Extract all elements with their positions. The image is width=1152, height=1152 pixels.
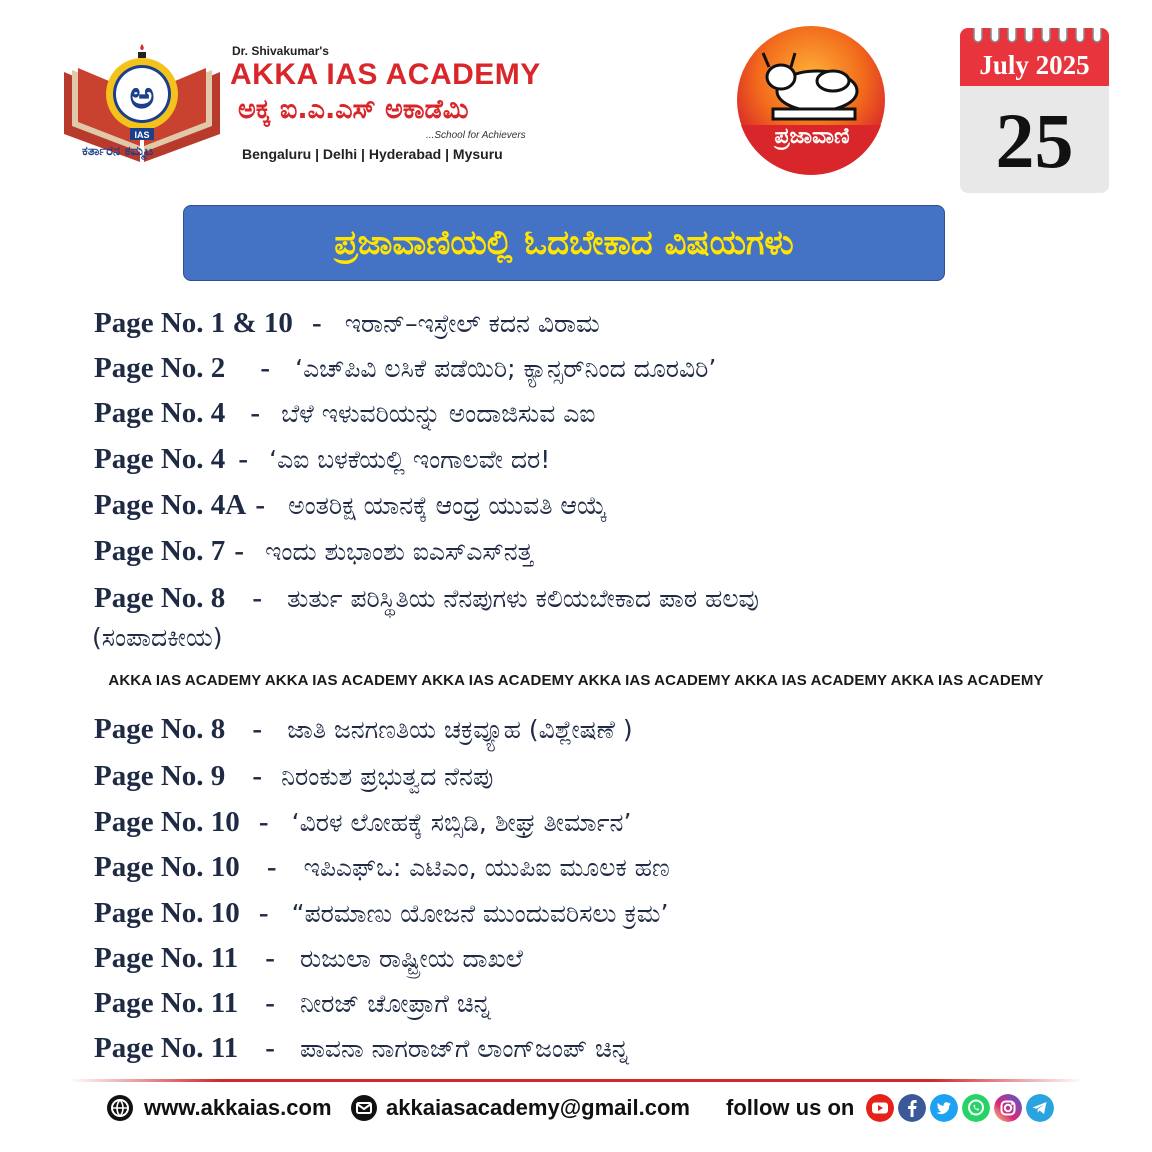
list-item: [94, 851, 670, 889]
page-number: Page No. 10: [94, 806, 240, 838]
topic: “ಪರಮಾಣು ಯೋಜನೆ ಮುಂದುವರಿಸಲು ಕ್ರಮ’: [291, 899, 669, 928]
brand-founder: Dr. Shivakumar's: [232, 44, 329, 58]
title-text: ಪ್ರಜಾವಾಣಿಯಲ್ಲಿ ಓದಬೇಕಾದ ವಿಷಯಗಳು: [334, 223, 794, 263]
dash: -: [250, 397, 261, 429]
dash: -: [258, 897, 269, 929]
instagram-icon[interactable]: [994, 1094, 1022, 1122]
page-number: Page No. 8: [94, 713, 226, 745]
topic: ಇಂದು ಶುಭಾಂಶು ಐಎಸ್‌ಎಸ್‌ನತ್ತ: [265, 537, 534, 566]
list-item: [94, 987, 491, 1025]
facebook-icon[interactable]: [898, 1094, 926, 1122]
list-item: [94, 942, 523, 980]
page-number: Page No. 4: [94, 443, 226, 475]
dash: -: [252, 760, 263, 792]
topic: ತುರ್ತು ಪರಿಸ್ಥಿತಿಯ ನೆನಪುಗಳು ಕಲಿಯಬೇಕಾದ ಪಾಠ ಹಲವು: [287, 584, 759, 613]
page-number: Page No. 2: [94, 352, 226, 384]
topic: ‘ಎಚ್‌ಪಿವಿ ಲಸಿಕೆ ಪಡೆಯಿರಿ; ಕ್ಯಾನ್ಸರ್‌ನಿಂದ ದೂರವಿರಿ’: [295, 354, 717, 383]
dash: -: [260, 352, 271, 384]
telegram-icon[interactable]: [1026, 1094, 1054, 1122]
dash: -: [265, 942, 275, 974]
dash: -: [258, 806, 269, 838]
watermark-strip: AKKA IAS ACADEMY AKKA IAS ACADEMY AKKA IAS ACADEMY AKKA IAS ACADEMY AKKA IAS ACADEMY AKKA IAS ACADEMY: [108, 672, 1044, 689]
calendar-day: 25: [995, 97, 1074, 184]
list-item: [94, 582, 759, 620]
calendar-month: July 2025: [979, 50, 1090, 80]
page-number: Page No. 9: [94, 760, 226, 792]
list-item: [94, 713, 633, 751]
whatsapp-icon[interactable]: [962, 1094, 990, 1122]
list-item: [94, 1032, 629, 1070]
dash: -: [266, 851, 277, 883]
list-item: [94, 397, 595, 435]
list-item: [94, 352, 716, 390]
page-number: Page No. 7: [94, 535, 226, 567]
emblem-badge-text: IAS: [134, 130, 150, 140]
topic: ಇಪಿಎಫ್‌ಒ: ಎಟಿಎಂ, ಯುಪಿಐ ಮೂಲಕ ಹಣ: [303, 853, 670, 882]
page-number: Page No. 11: [94, 987, 239, 1019]
topic: ನೀರಜ್ ಚೋಪ್ರಾಗೆ ಚಿನ್ನ: [300, 989, 491, 1018]
topic: ಬೆಳೆ ಇಳುವರಿಯನ್ನು ಅಂದಾಜಿಸುವ ಎಐ: [281, 399, 596, 428]
title-banner: [183, 205, 945, 281]
dash: -: [234, 535, 245, 567]
topic: ‘ಎಐ ಬಳಕೆಯಲ್ಲಿ ಇಂಗಾಲವೇ ದರ!: [269, 445, 551, 474]
list-item: [94, 897, 668, 935]
topic: ನಿರಂಕುಶ ಪ್ರಭುತ್ವದ ನೆನಪು: [281, 762, 494, 791]
list-item: [94, 489, 607, 527]
page-number: Page No. 11: [94, 942, 239, 974]
dash: -: [252, 713, 263, 745]
dash: -: [265, 1032, 275, 1064]
dash: -: [255, 489, 265, 521]
globe-icon: [106, 1094, 134, 1122]
page-number: Page No. 8: [94, 582, 226, 614]
footer-divider: [68, 1079, 1084, 1082]
prajavani-logo: [735, 25, 887, 175]
topic: ಜಾತಿ ಜನಗಣತಿಯ ಚಕ್ರವ್ಯೂಹ (ವಿಶ್ಲೇಷಣೆ ): [287, 715, 633, 744]
page-number: Page No. 4A: [94, 489, 247, 521]
page-number: Page No. 1 & 10: [94, 307, 293, 339]
topic: ರುಜುಲಾ ರಾಷ್ಟ್ರೀಯ ದಾಖಲೆ: [300, 944, 523, 973]
dash: -: [265, 987, 275, 1019]
emblem-letter: ಅ: [129, 73, 155, 117]
brand-name-kannada: ಅಕ್ಕ ಐ.ಎ.ಎಸ್ ಅಕಾಡೆಮಿ: [238, 94, 469, 125]
page-number: Page No. 10: [94, 851, 240, 883]
email-icon: [350, 1094, 378, 1122]
dash: -: [252, 582, 263, 614]
kartarana-kammata-label: ಕರ್ತಾರನ ಕಮ್ಮಟ: [82, 144, 154, 159]
topic: ‘ವಿರಳ ಲೋಹಕ್ಕೆ ಸಬ್ಸಿಡಿ, ಶೀಘ್ರ ತೀರ್ಮಾನ’: [291, 808, 632, 837]
youtube-icon[interactable]: [866, 1094, 894, 1122]
topic: ಅಂತರಿಕ್ಷ ಯಾನಕ್ಕೆ ಆಂಧ್ರ ಯುವತಿ ಆಯ್ಕೆ: [288, 491, 608, 520]
twitter-icon[interactable]: [930, 1094, 958, 1122]
prajavani-name: ಪ್ರಜಾವಾಣಿ: [774, 124, 850, 149]
list-item: [94, 443, 550, 481]
page-number: Page No. 4: [94, 397, 226, 429]
brand-tagline: ...School for Achievers: [426, 130, 526, 141]
topic-continuation: (ಸಂಪಾದಕೀಯ): [92, 623, 223, 652]
list-item: [94, 307, 600, 345]
page-number: Page No. 11: [94, 1032, 239, 1064]
page-number: Page No. 10: [94, 897, 240, 929]
topic: ಪಾವನಾ ನಾಗರಾಜ್‌ಗೆ ಲಾಂಗ್‌ಜಂಪ್ ಚಿನ್ನ: [300, 1034, 630, 1063]
list-item: [94, 760, 493, 798]
email-link[interactable]: akkaiasacademy@gmail.com: [386, 1095, 690, 1120]
list-item: [94, 806, 631, 844]
dash: -: [238, 443, 249, 475]
brand-cities: Bengaluru | Delhi | Hyderabad | Mysuru: [242, 146, 503, 162]
topic: ಇರಾನ್‌–ಇಸ್ರೇಲ್ ಕದನ ವಿರಾಮ: [344, 309, 600, 338]
dash: -: [312, 307, 322, 339]
website-link[interactable]: www.akkaias.com: [144, 1095, 332, 1120]
follow-us-label: follow us on: [726, 1095, 855, 1120]
brand-name: AKKA IAS ACADEMY: [230, 58, 541, 91]
list-item: [94, 535, 533, 573]
